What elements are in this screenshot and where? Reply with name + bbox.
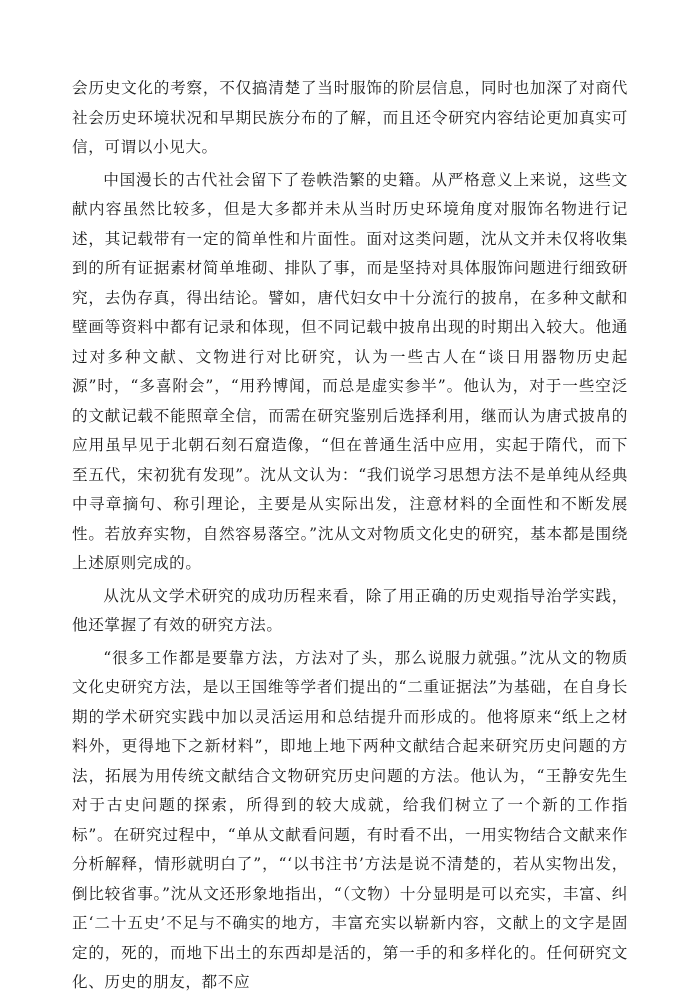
- paragraph-1: 会历史文化的考察，不仅搞清楚了当时服饰的阶层信息，同时也加深了对商代社会历史环境状况和早期民族分布的了解，而且还令研究内容结论更加真实可信，可谓以小见大。: [72, 79, 628, 156]
- paragraph-3: 从沈从文学术研究的成功历程来看，除了用正确的历史观指导治学实践，他还掌握了有效的研究方法。: [72, 586, 628, 634]
- document-body: [72, 74, 628, 1001]
- paragraph-2: 中国漫长的古代社会留下了卷帙浩繁的史籍。从严格意义上来说，这些文献内容虽然比较多，但是大多都并未从当时历史环境角度对服饰名物进行记述，其记载带有一定的简单性和片面性。面对这类问题，沈从文并未仅将收集到的所有证据素材简单堆砌、排队了事，而是坚持对具体服饰问题进行细致研究，去伪存真，得出结论。譬如，唐代妇女中十分流行的披帛，在多种文献和壁画等资料中都有记录和体现，但不同记载中披帛出现的时期出入较大。他通过对多种文献、文物进行对比研究，认为一些古人在“谈日用器物历史起源”时，“多喜附会”，“用矜博闻，而总是虚实参半”。他认为，对于一些空泛的文献记载不能照章全信，而需在研究鉴别后选择利用，继而认为唐式披帛的应用虽早见于北朝石刻石窟造像，“但在普通生活中应用，实起于隋代，而下至五代，宋初犹有发现”。沈从文认为：“我们说学习思想方法不是单纯从经典中寻章摘句、称引理论，主要是从实际出发，注意材料的全面性和不断发展性。若放弃实物，自然容易落空。”沈从文对物质文化史的研究，基本都是围绕上述原则完成的。: [72, 170, 628, 572]
- paragraph-4: “很多工作都是要靠方法，方法对了头，那么说服力就强。”沈从文的物质文化史研究方法，是以王国维等学者们提出的“二重证据法”为基础，在自身长期的学术研究实践中加以灵活运用和总结提升而形成的。他将原来“纸上之材料外，更得地下之新材料”，即地上地下两种文献结合起来研究历史问题的方法，拓展为用传统文献结合文物研究历史问题的方法。他认为，“王静安先生对于古史问题的探索，所得到的较大成就，给我们树立了一个新的工作指标”。在研究过程中，“单从文献看问题，有时看不出，一用实物结合文献来作分析解释，情形就明白了”，“‘以书注书’方法是说不清楚的，若从实物出发，倒比较省事。”沈从文还形象地指出，“（文物）十分显明是可以充实，丰富、纠正‘二十五史’不足与不确实的地方，丰富充实以崭新内容，文献上的文字是固定的，死的，而地下出土的东西却是活的，第一手的和多样化的。任何研究文化、历史的朋友，都不应: [72, 648, 628, 991]
